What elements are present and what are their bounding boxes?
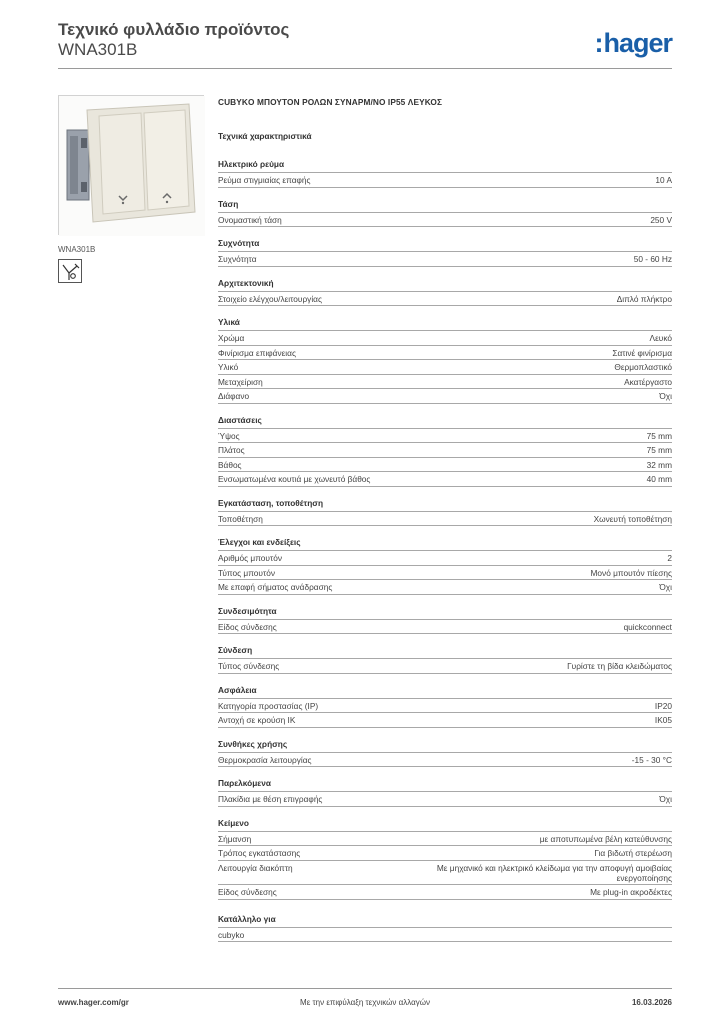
spec-label: Είδος σύνδεσης — [218, 621, 277, 632]
suitable-title: Κατάλληλο για — [218, 914, 672, 928]
spec-value: Σατινέ φινίρισμα — [612, 347, 672, 358]
spec-row — [218, 252, 672, 267]
spec-row — [218, 429, 672, 444]
spec-label: Πλακίδια με θέση επιγραφής — [218, 794, 323, 804]
logo-text: hager — [603, 28, 672, 58]
spec-value: Χωνευτή τοποθέτηση — [593, 513, 672, 524]
spec-group-title: Εγκατάσταση, τοποθέτηση — [218, 498, 672, 512]
spec-group — [218, 537, 672, 595]
spec-label: Ρεύμα στιγμιαίας επαφής — [218, 175, 311, 185]
spec-row — [218, 580, 672, 595]
footer-divider — [58, 988, 672, 989]
suitable-value: cubyko — [218, 929, 245, 940]
spec-label: Μεταχείριση — [218, 376, 263, 387]
spec-value: IK05 — [654, 715, 672, 725]
spec-group — [218, 159, 672, 188]
spec-label: Ενσωματωμένα κουτιά με χωνευτό βάθος — [218, 474, 371, 484]
suitable-row — [218, 928, 672, 943]
spec-groups — [218, 159, 672, 900]
spec-value: Μονό μπουτόν πίεσης — [590, 567, 672, 578]
spec-value: 2 — [667, 553, 672, 563]
spec-value: με αποτυπωμένα βέλη κατεύθυνσης — [539, 833, 672, 844]
spec-row — [218, 458, 672, 473]
spec-row — [218, 346, 672, 361]
spec-row — [218, 551, 672, 566]
spec-row — [218, 792, 672, 807]
spec-group — [218, 317, 672, 404]
spec-row — [218, 331, 672, 346]
spec-label: Ύψος — [218, 430, 240, 441]
spec-value: 250 V — [650, 214, 672, 225]
spec-group — [218, 739, 672, 768]
spec-value: 50 - 60 Hz — [633, 254, 672, 264]
spec-row — [218, 472, 672, 487]
image-caption: WNA301B — [58, 245, 96, 254]
spec-row — [218, 620, 672, 635]
spec-value: 75 mm — [646, 430, 672, 441]
spec-group — [218, 685, 672, 728]
spec-label: Με επαφή σήματος ανάδρασης — [218, 582, 333, 592]
spec-row — [218, 713, 672, 728]
document-title: Τεχνικό φυλλάδιο προϊόντος — [58, 20, 290, 39]
spec-group-title: Ασφάλεια — [218, 685, 672, 699]
spec-group — [218, 278, 672, 307]
spec-group-title: Υλικά — [218, 317, 672, 331]
spec-row — [218, 885, 672, 900]
spec-group — [218, 199, 672, 228]
spec-value: Διπλό πλήκτρο — [616, 293, 672, 304]
spec-value: Με μηχανικό και ηλεκτρικό κλείδωμα για την αποφυγή αμοιβαίας ενεργοποίησης — [436, 862, 672, 883]
spec-row — [218, 389, 672, 404]
spec-label: Διάφανο — [218, 391, 250, 401]
spec-row — [218, 861, 672, 886]
spec-group-title: Αρχιτεκτονική — [218, 278, 672, 292]
spec-group-title: Συνδεσιμότητα — [218, 606, 672, 620]
spec-value: -15 - 30 °C — [631, 754, 672, 765]
spec-group-title: Σύνδεση — [218, 645, 672, 659]
spec-label: Τρόπος εγκατάστασης — [218, 848, 301, 858]
spec-value: Όχι — [659, 582, 672, 592]
spec-label: Βάθος — [218, 459, 242, 470]
spec-label: Τύπος μπουτόν — [218, 567, 275, 578]
footer-date: 16.03.2026 — [631, 998, 672, 1007]
product-code: WNA301B — [58, 40, 138, 59]
product-media — [58, 95, 204, 283]
spec-group-title: Ηλεκτρικό ρεύμα — [218, 159, 672, 173]
logo-dots-icon: : — [594, 28, 603, 58]
spec-row — [218, 512, 672, 527]
spec-value: 75 mm — [646, 445, 672, 455]
spec-label: Είδος σύνδεσης — [218, 887, 277, 897]
spec-label: Λειτουργία διακόπτη — [218, 862, 293, 873]
spec-group-title: Τάση — [218, 199, 672, 213]
spec-value: Όχι — [659, 391, 672, 401]
spec-label: Τύπος σύνδεσης — [218, 661, 280, 671]
spec-group — [218, 498, 672, 527]
spec-value: 40 mm — [646, 474, 672, 484]
header-divider — [58, 68, 672, 69]
spec-group-title: Συχνότητα — [218, 238, 672, 252]
spec-label: Πλάτος — [218, 445, 245, 455]
spec-group-title: Διαστάσεις — [218, 415, 672, 429]
spec-label: Υλικό — [218, 362, 239, 372]
spec-row — [218, 832, 672, 847]
spec-value: Λευκό — [649, 333, 672, 343]
spec-row — [218, 699, 672, 714]
product-image — [58, 95, 204, 235]
spec-label: Κατηγορία προστασίας (IP) — [218, 700, 319, 711]
spec-label: Συχνότητα — [218, 254, 257, 264]
spec-value: IP20 — [654, 700, 672, 711]
section-title: Τεχνικά χαρακτηριστικά — [218, 131, 312, 141]
spec-group-title: Συνθήκες χρήσης — [218, 739, 672, 753]
switch-illustration-icon — [59, 96, 205, 236]
spec-label: Στοιχείο ελέγχου/λειτουργίας — [218, 293, 322, 304]
spec-value: 32 mm — [646, 459, 672, 470]
spec-label: Τοποθέτηση — [218, 513, 263, 524]
spec-label: Αντοχή σε κρούση IK — [218, 715, 296, 725]
spec-row — [218, 213, 672, 228]
spec-row — [218, 753, 672, 768]
spec-group — [218, 238, 672, 267]
spec-label: Σήμανση — [218, 833, 252, 844]
footer-note: Με την επιφύλαξη τεχνικών αλλαγών — [300, 998, 430, 1007]
spec-group-title: Παρελκόμενα — [218, 778, 672, 792]
spec-value: Για βιδωτή στερέωση — [594, 848, 672, 858]
spec-group — [218, 818, 672, 900]
spec-value: Με plug-in ακροδέκτες — [590, 887, 672, 897]
spec-row — [218, 566, 672, 581]
specifications — [218, 97, 672, 953]
spec-value: Γυρίστε τη βίδα κλειδώματος — [567, 661, 672, 671]
spec-group — [218, 415, 672, 487]
hager-logo — [594, 28, 672, 59]
spec-group — [218, 606, 672, 635]
spec-group — [218, 778, 672, 807]
spec-row — [218, 292, 672, 307]
spec-row — [218, 443, 672, 458]
spec-row — [218, 375, 672, 390]
switch-symbol-box — [58, 259, 82, 283]
spec-label: Αριθμός μπουτόν — [218, 553, 282, 563]
spec-row — [218, 846, 672, 861]
spec-label: Θερμοκρασία λειτουργίας — [218, 754, 312, 765]
suitable-for-group — [218, 914, 672, 943]
spec-value: quickconnect — [623, 621, 672, 632]
spec-row — [218, 659, 672, 674]
lever-switch-icon — [60, 261, 82, 283]
spec-group — [218, 645, 672, 674]
spec-value: Ακατέργαστο — [624, 376, 672, 387]
spec-group-title: Έλεγχοι και ενδείξεις — [218, 537, 672, 551]
spec-label: Ονομαστική τάση — [218, 214, 282, 225]
page-header — [58, 20, 672, 60]
footer-website[interactable]: www.hager.com/gr — [58, 998, 129, 1007]
spec-label: Φινίρισμα επιφάνειας — [218, 347, 296, 358]
spec-value: Όχι — [659, 794, 672, 804]
spec-label: Χρώμα — [218, 333, 245, 343]
spec-row — [218, 173, 672, 188]
product-name: CUBYKO ΜΠΟΥΤΟΝ ΡΟΛΩΝ ΣΥΝΑΡΜ/ΝΟ IP55 ΛΕΥΚΟΣ — [218, 97, 443, 107]
spec-row — [218, 360, 672, 375]
spec-value: 10 A — [655, 175, 672, 185]
spec-value: Θερμοπλαστικό — [614, 362, 672, 372]
spec-group-title: Κείμενο — [218, 818, 672, 832]
